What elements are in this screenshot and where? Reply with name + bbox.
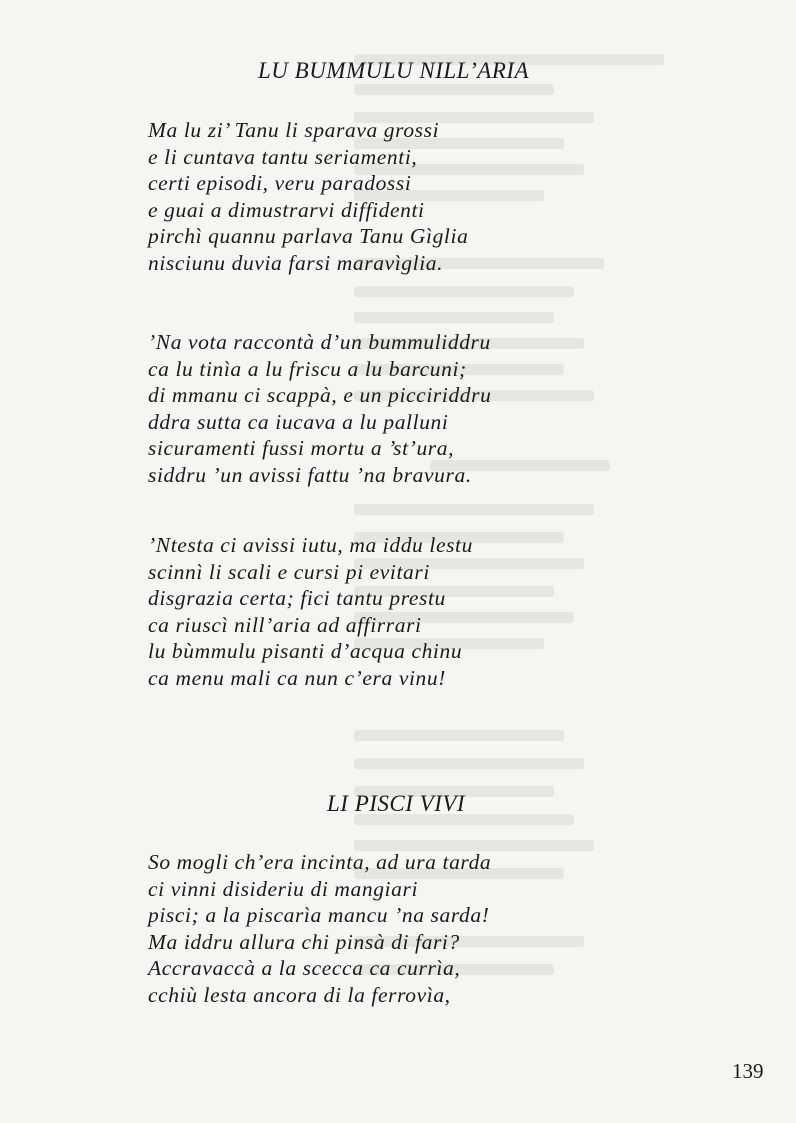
stanza	[148, 329, 491, 489]
page-number: 139	[732, 1059, 764, 1083]
verse-line: nisciunu duvia farsi maravìglia.	[148, 250, 444, 275]
poem-title: LI PISCI VIVI	[327, 791, 466, 816]
verse-line: pisci; a la piscarìa mancu ’na sarda!	[148, 903, 490, 928]
verse-line: scinnì li scali e cursi pi evitari	[148, 559, 430, 584]
verse-line: ’Na vota raccontà d’un bummuliddru	[148, 330, 491, 354]
stanza	[148, 532, 473, 692]
verse-line: ’Ntesta ci avissi iutu, ma iddu lestu	[148, 533, 473, 557]
stanza	[148, 849, 491, 1009]
verse-line: ci vinni disideriu di mangiari	[148, 876, 419, 901]
verse-line: sicuramenti fussi mortu a ’st’ura,	[148, 436, 455, 461]
verse-line: e li cuntava tantu seriamenti,	[148, 144, 418, 169]
verse-line: disgrazia certa; fici tantu prestu	[148, 586, 446, 611]
verse-line: pirchì quannu parlava Tanu Gìglia	[148, 224, 469, 249]
verse-line: e guai a dimustrarvi diffidenti	[148, 197, 425, 222]
verse-line: siddru ’un avissi fattu ’na bravura.	[148, 462, 472, 487]
stanza	[148, 117, 468, 277]
verse-line: Accravaccà a la scecca ca currìa,	[148, 956, 461, 981]
verse-line: lu bùmmulu pisanti d’acqua chinu	[148, 639, 463, 664]
verse-line: ca lu tinìa a lu friscu a lu barcuni;	[148, 356, 467, 381]
verse-line: So mogli ch’era incinta, ad ura tarda	[148, 850, 492, 874]
verse-line: cchiù lesta ancora di la ferrovìa,	[148, 982, 451, 1007]
verse-line: ca riuscì nill’aria ad affirrari	[148, 612, 422, 637]
verse-line: di mmanu ci scappà, e un picciriddru	[148, 383, 492, 408]
verse-line: Ma iddru allura chi pinsà di fari?	[148, 929, 460, 954]
verse-line: Ma lu zi’ Tanu li sparava grossi	[148, 118, 440, 142]
verse-line: ca menu mali ca nun c’era vinu!	[148, 665, 447, 690]
verse-line: certi episodi, veru paradossi	[148, 171, 412, 196]
poem-title: LU BUMMULU NILL’ARIA	[258, 58, 530, 83]
verse-line: ddra sutta ca iucava a lu palluni	[148, 409, 449, 434]
